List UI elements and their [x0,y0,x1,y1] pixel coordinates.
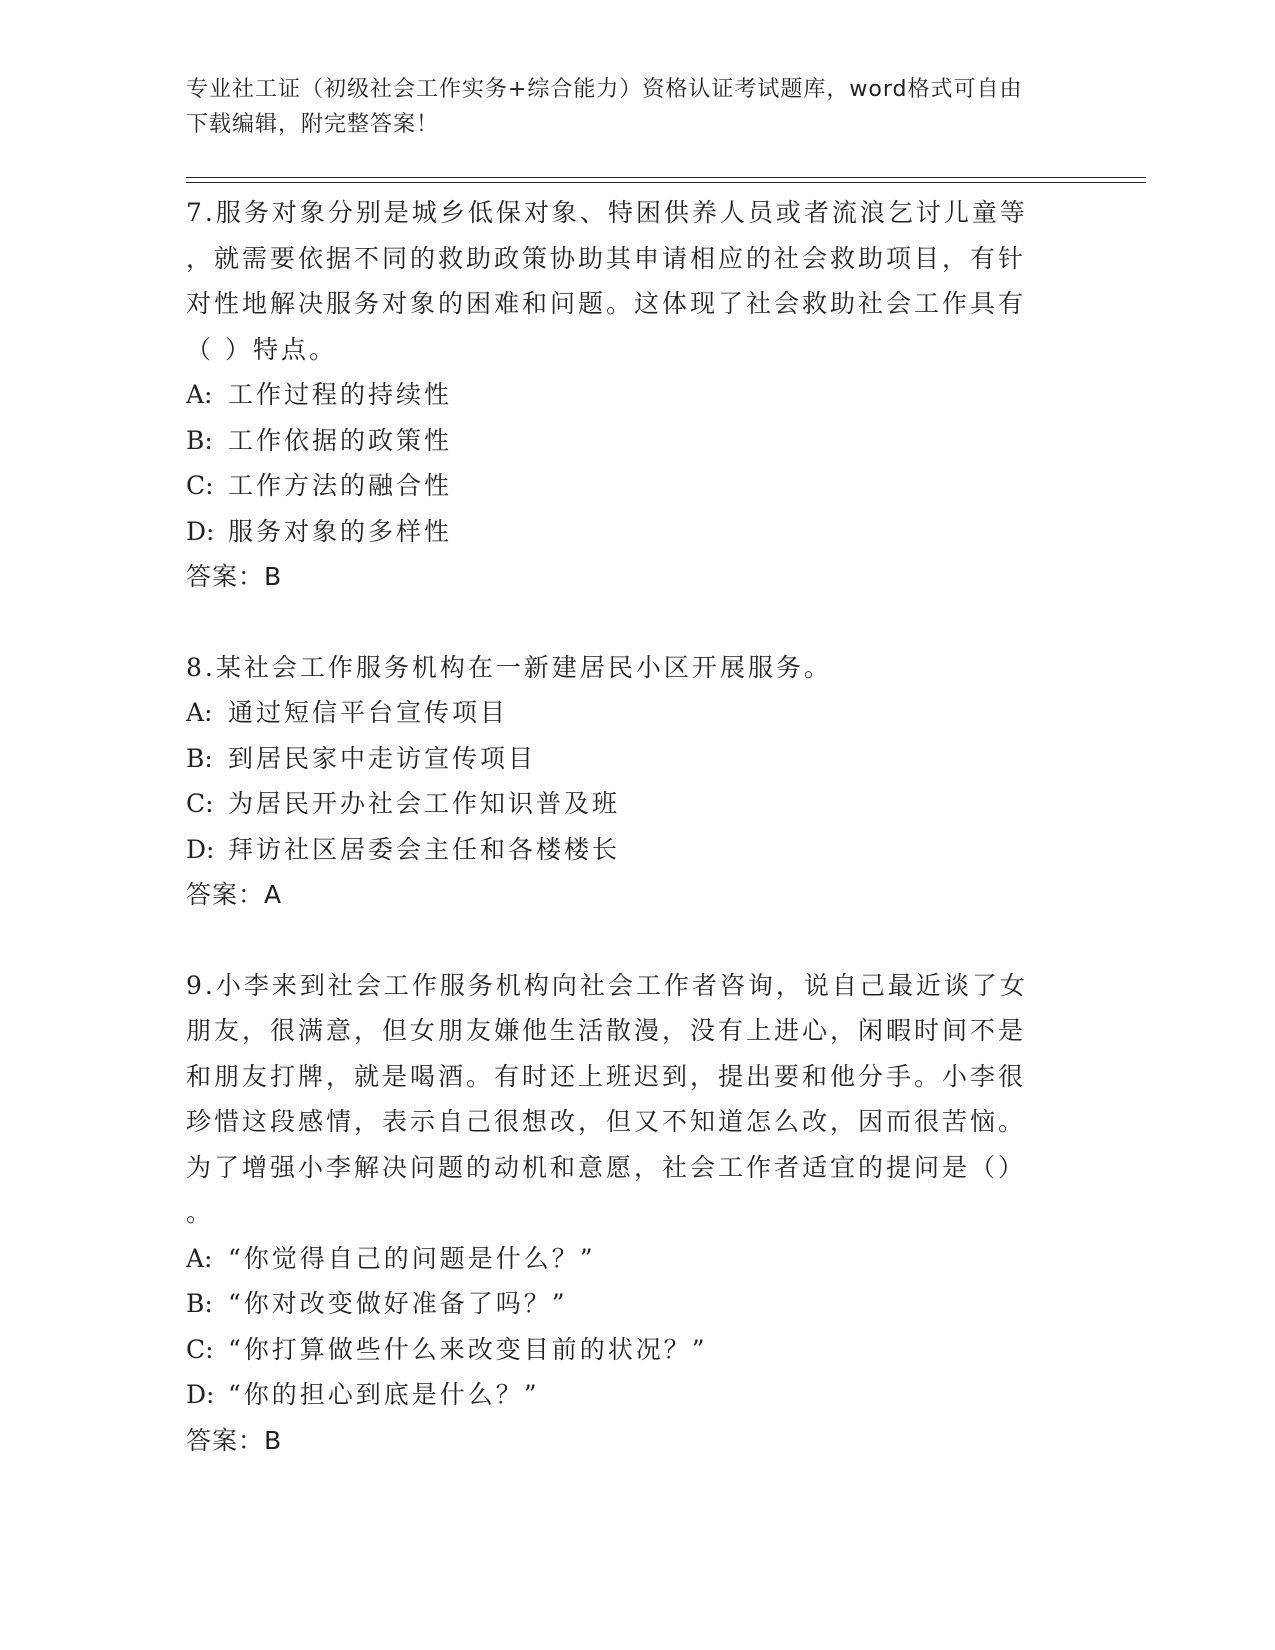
question-text: 对性地解决服务对象的困难和问题。这体现了社会救助社会工作具有 [186,289,1027,318]
option-letter: A: [186,1243,213,1273]
header-divider [186,182,1146,183]
question-8 [186,645,1066,918]
question-text: 8.某社会工作服务机构在一新建居民小区开展服务。 [186,652,832,682]
question-text: 和朋友打牌，就是喝酒。有时还上班迟到，提出要和他分手。小李很 [186,1061,1027,1091]
question-text: 7.服务对象分别是城乡低保对象、特困供养人员或者流浪乞讨儿童等 [186,198,1028,227]
option-c [186,463,1066,509]
option-d [186,827,1066,873]
option-c [186,781,1066,827]
question-text: 为了增强小李解决问题的动机和意愿，社会工作者适宜的提问是（） [186,1152,1027,1182]
question-text: 珍惜这段感情，表示自己很想改，但又不知道怎么改，因而很苦恼。 [186,1107,1027,1136]
option-text: 到居民家中走访宣传项目 [228,743,537,773]
option-a [186,372,1066,418]
question-9 [186,963,1066,1464]
option-letter: C: [186,789,214,818]
option-letter: D: [186,1380,215,1409]
option-d [186,509,1066,555]
question-text: ，就需要依据不同的救助政策协助其申请相应的社会救助项目，有针 [186,243,1027,273]
option-letter: A: [186,380,213,409]
option-text: 工作过程的持续性 [228,380,453,409]
option-letter: B: [186,743,213,773]
answer-key: 答案：A [186,880,283,909]
option-text: 工作依据的政策性 [228,425,453,455]
option-text: 为居民开办社会工作知识普及班 [228,789,621,818]
option-c [186,1327,1066,1373]
option-a [186,1236,1066,1282]
option-text: “你的担心到底是什么？” [228,1380,540,1409]
option-d [186,1372,1066,1418]
option-text: 拜访社区居委会主任和各楼楼长 [228,834,621,864]
option-b [186,736,1066,782]
option-letter: B: [186,1289,213,1318]
header-line: 专业社工证（初级社会工作实务+综合能力）资格认证考试题库，word格式可自由 [186,77,1023,102]
question-text: 。 [186,1198,215,1227]
option-text: “你打算做些什么来改变目前的状况？” [228,1334,708,1364]
answer-key: 答案：B [186,562,283,591]
option-letter: A: [186,698,213,727]
option-text: 工作方法的融合性 [228,471,453,500]
option-text: “你觉得自己的问题是什么？” [228,1243,596,1273]
option-letter: D: [186,516,215,546]
option-text: 通过短信平台宣传项目 [228,698,509,727]
option-letter: B: [186,425,213,455]
header-divider [186,177,1146,178]
option-text: 服务对象的多样性 [228,516,453,546]
option-b [186,418,1066,464]
question-text: 朋友，很满意，但女朋友嫌他生活散漫，没有上进心，闲暇时间不是 [186,1016,1027,1045]
question-7 [186,190,1066,600]
answer-key: 答案：B [186,1425,283,1455]
option-b [186,1281,1066,1327]
question-list [186,190,1066,1463]
option-letter: D: [186,834,215,864]
option-letter: C: [186,471,214,500]
document-header [186,72,1086,142]
question-text: 9.小李来到社会工作服务机构向社会工作者咨询，说自己最近谈了女 [186,970,1028,1000]
option-a [186,690,1066,736]
header-line: 下载编辑，附完整答案！ [186,112,440,137]
question-text: （ ）特点。 [186,334,337,364]
option-letter: C: [186,1334,214,1364]
option-text: “你对改变做好准备了吗？” [228,1289,568,1318]
